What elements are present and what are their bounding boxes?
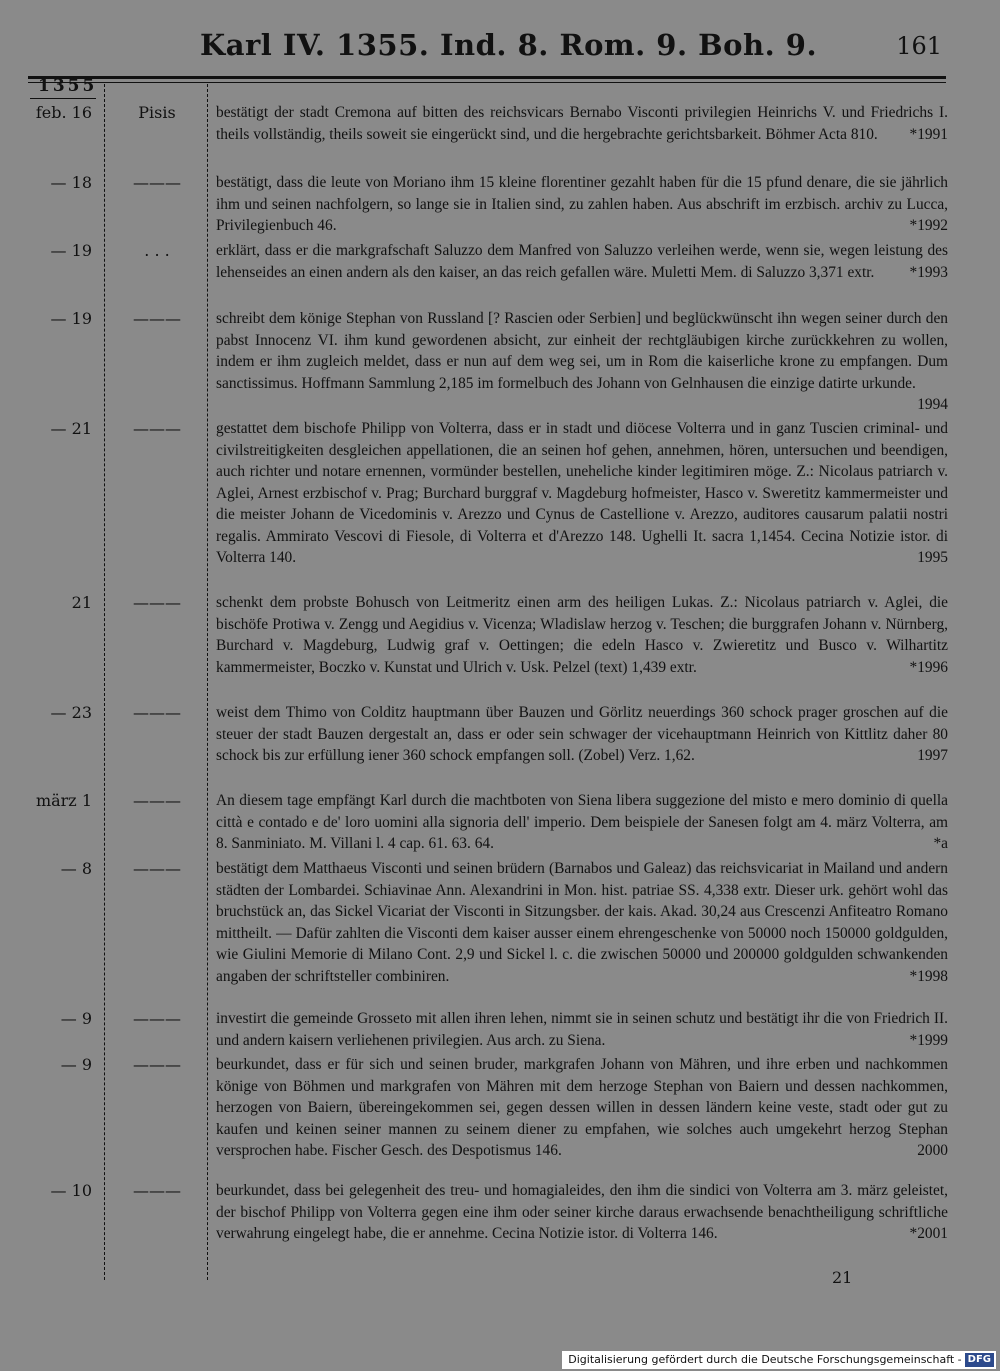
entry-place: ——— [133,791,181,810]
running-title: Karl IV. 1355. Ind. 8. Rom. 9. Boh. 9. [200,28,818,62]
entry-date: 21 [71,593,92,612]
entry-place: Pisis [138,103,176,122]
entry-number: 1997 [917,747,948,764]
entry-text [216,102,948,145]
entry-text [216,1008,948,1051]
entry-date: märz 1 [35,791,92,810]
dfg-credit [562,1351,996,1369]
entry-text-body: investirt die gemeinde Grosseto mit allen ihren lehen, nimmt sie in seinen schutz und bestätigt ihr die von Friedrich II. und andern kaisern verliehenen privilegien. Aus arch. zu Siena. [216,1010,948,1049]
entry-number: *1999 [909,1031,948,1049]
entry-number: *a [933,835,948,852]
header-rule [28,76,946,79]
entry-place: ——— [133,703,181,722]
entry-date: — 21 [50,419,92,438]
dfg-logo-icon: DFG [965,1353,994,1367]
entry-text [216,1180,948,1245]
entry-number: *1991 [909,125,948,143]
entry-date: — 18 [50,173,92,192]
entry-text-body: schenkt dem probste Bohusch von Leitmeritz einen arm des heiligen Lukas. Z.: Nicolaus patriarch v. Aglei, die bischöfe Protiwa v. Zengg und Aegidius v. Vicenza; Wladislaw herzog v. Teschen; die burggrafen Johann v. Nürnberg, Burchard v. Magdeburg, Ludwig graf v. Oettingen; die edeln Hasco v. Zwieretitz und Busco v. Wilhartitz kammermeister, Boczko v. Kunstat und Ulrich v. Usk. Pelzel (text) 1,439 extr. [216,594,948,676]
entry-text-body: An diesem tage empfängt Karl durch die machtboten von Siena libera suggezione del misto e mero dominio di quella città e contado e de' loro uomini alla signoria dell' imperio. Dem beispiele der Sanesen folgt am 4. märz Volterra, am 8. Sanminiato. M. Villani l. 4 cap. 61. 63. 64. [216,792,948,852]
entry-place: ——— [133,419,181,438]
entry-text [216,308,948,416]
entry-text-body: bestätigt der stadt Cremona auf bitten des reichsvicars Bernabo Visconti privilegien Heinrichs V. und Friedrichs I. theils vollständig, theils soweit sie eingerückt sind, und die hergebrachte gerichtsbarkeit. Böhmer Acta 810. [216,104,948,143]
entry-date: — 10 [50,1181,92,1200]
entry-text-body: schreibt dem könige Stephan von Russland [? Rascien oder Serbien] und beglückwünscht ihn wegen seiner durch den pabst Innocenz VI. ihm kund gewordenen absicht, zur einheit der rechtgläubigen kirche zurückkehren zu wollen, indem er ihm zugleich meldet, dass er nun auf dem weg sei, um in Rom die kaiserliche krone zu empfangen. Dum sanctissimus. Hoffmann Sammlung 2,185 im formelbuch des Johann von Gelnhausen die einzige datirte urkunde. [216,310,948,392]
entry-number: 1995 [917,549,948,566]
header-rule-thin [28,82,946,83]
entry-number: *1998 [909,967,948,985]
entry-text-body: weist dem Thimo von Colditz hauptmann über Bauzen und Görlitz neuerdings 360 schock prager groschen auf die steuer der stadt Bauzen dergestalt an, dass er oder sein schwager der vicehauptmann Heinrich von Kittlitz daher 80 schock bis zur erfüllung iener 360 schock empfangen soll. (Zobel) Verz. 1,62. [216,704,948,764]
entry-place: ——— [133,1181,181,1200]
entry-text [216,702,948,767]
entry-number: 1994 [917,396,948,413]
entry-place: ——— [133,593,181,612]
page-number: 161 [896,32,942,60]
entry-text-body: bestätigt, dass die leute von Moriano ihm 15 kleine florentiner gezahlt haben für die 15 pfund denare, die sie jährlich ihm und seinen nachfolgern, so lange sie in Italien sind, zu zahlen haben. Aus abschrift im erzbisch. archiv zu Lucca, Privilegienbuch 46. [216,174,948,234]
entry-text [216,172,948,237]
entry-place: ——— [133,1009,181,1028]
entry-place: . . . [144,241,170,260]
column-divider-date [104,84,105,1280]
entry-text-body: erklärt, dass er die markgrafschaft Saluzzo dem Manfred von Saluzzo verleihen werde, wenn sie, wegen leistung des lehenseides an einen andern als den kaiser, an das reich gefallen wäre. Muletti Mem. di Saluzzo 3,371 extr. [216,242,948,281]
signature-mark: 21 [832,1268,853,1287]
entry-number: *1992 [909,217,948,234]
page-header [200,28,948,68]
entry-number: *2001 [909,1225,948,1242]
entry-place: ——— [133,173,181,192]
dfg-credit-text: Digitalisierung gefördert durch die Deutsche Forschungsgemeinschaft - [568,1353,962,1366]
entry-date: — 8 [60,859,92,878]
entry-number: *1996 [909,658,948,676]
entry-place: ——— [133,309,181,328]
entry-text-body: beurkundet, dass er für sich und seinen bruder, markgrafen Johann von Mähren, und ihre erben und nachkommen könige von Böhmen und markgrafen von Mähren mit dem herzoge Stephan von Baiern und dessen nachkommen, herzogen von Baiern, übereingekommen sei, gegen dessen willen in dessen ländern keine veste, stadt oder gut zu kaufen und keinen seiner mannen zu seinem diener zu empfahen, wie solches auch umgekehrt herzog Stephan versprochen habe. Fischer Gesch. des Despotismus 146. [216,1056,948,1159]
year-label: 1355 [38,76,98,96]
entry-number: 2000 [917,1142,948,1159]
entry-text [216,418,948,569]
entry-date: — 23 [50,703,92,722]
entry-number: *1993 [909,263,948,281]
entry-text-body: gestattet dem bischofe Philipp von Volterra, dass er in stadt und diöcese Volterra und in ganz Tuscien criminal- und civilstreitigkeiten desgleichen appellationen, die an seinen hof gehen, annehmen, hören, untersuchen und beendigen, auch richter und notare ernennen, vormünder bestellen, uneheliche kinder legitimiren möge. Z.: Nicolaus patriarch v. Aglei, Arnest erzbischof v. Prag; Burchard burggraf v. Magdeburg hofmeister, Hasco v. Sweretitz kammermeister und die meister Johann de Vicedominis v. Arezzo und Cynus de Castellione v. Arezzo, auditores causarum palatii nostri regalis. Ammirato Vescovi di Fiesole, di Volterra et d'Arezzo 148. Ughelli It. sacra 1,1454. Cecina Notizie istor. di Volterra 140. [216,420,948,566]
entry-date: — 9 [60,1055,92,1074]
entry-text [216,240,948,283]
year-rule [30,98,96,99]
entry-date: — 19 [50,241,92,260]
entry-text [216,1054,948,1162]
entry-text-body: bestätigt dem Matthaeus Visconti und seinen brüdern (Barnabos und Galeaz) das reichsvicariat in Mailand und andern städten der Lombardei. Schiavinae Ann. Alexandrini in Mon. hist. patriae SS. 4,338 extr. Dieser urk. gehört wohl das bruchstück an, das Sickel Vicariat der Visconti in Sitzungsber. der kais. Akad. 30,24 aus Crescenzi Anfiteatro Romano mittheilt. — Dafür zahlten die Visconti dem kaiser ausser einem ehrengeschenke von 50000 noch 150000 goldgulden, wie Giulini Memorie di Milano Cont. 2,9 und Sickel l. c. die zwischen 50000 und 200000 goldgulden schwankenden angaben der schriftsteller combiniren. [216,860,948,985]
column-divider-place [207,84,208,1280]
entry-text [216,790,948,855]
entry-date: — 19 [50,309,92,328]
entry-text [216,592,948,678]
entry-text-body: beurkundet, dass bei gelegenheit des treu- und homagialeides, den ihm die sindici von Volterra am 3. märz geleistet, der bischof Philipp von Volterra gegen eine ihm oder seiner kirche daraus erwachsende benachtheiligung schriftliche verwahrung eingelegt habe, die er annehme. Cecina Notizie istor. di Volterra 146. [216,1182,948,1242]
entry-date: feb. 16 [35,103,92,122]
entry-place: ——— [133,1055,181,1074]
entry-text [216,858,948,987]
entry-date: — 9 [60,1009,92,1028]
entry-place: ——— [133,859,181,878]
